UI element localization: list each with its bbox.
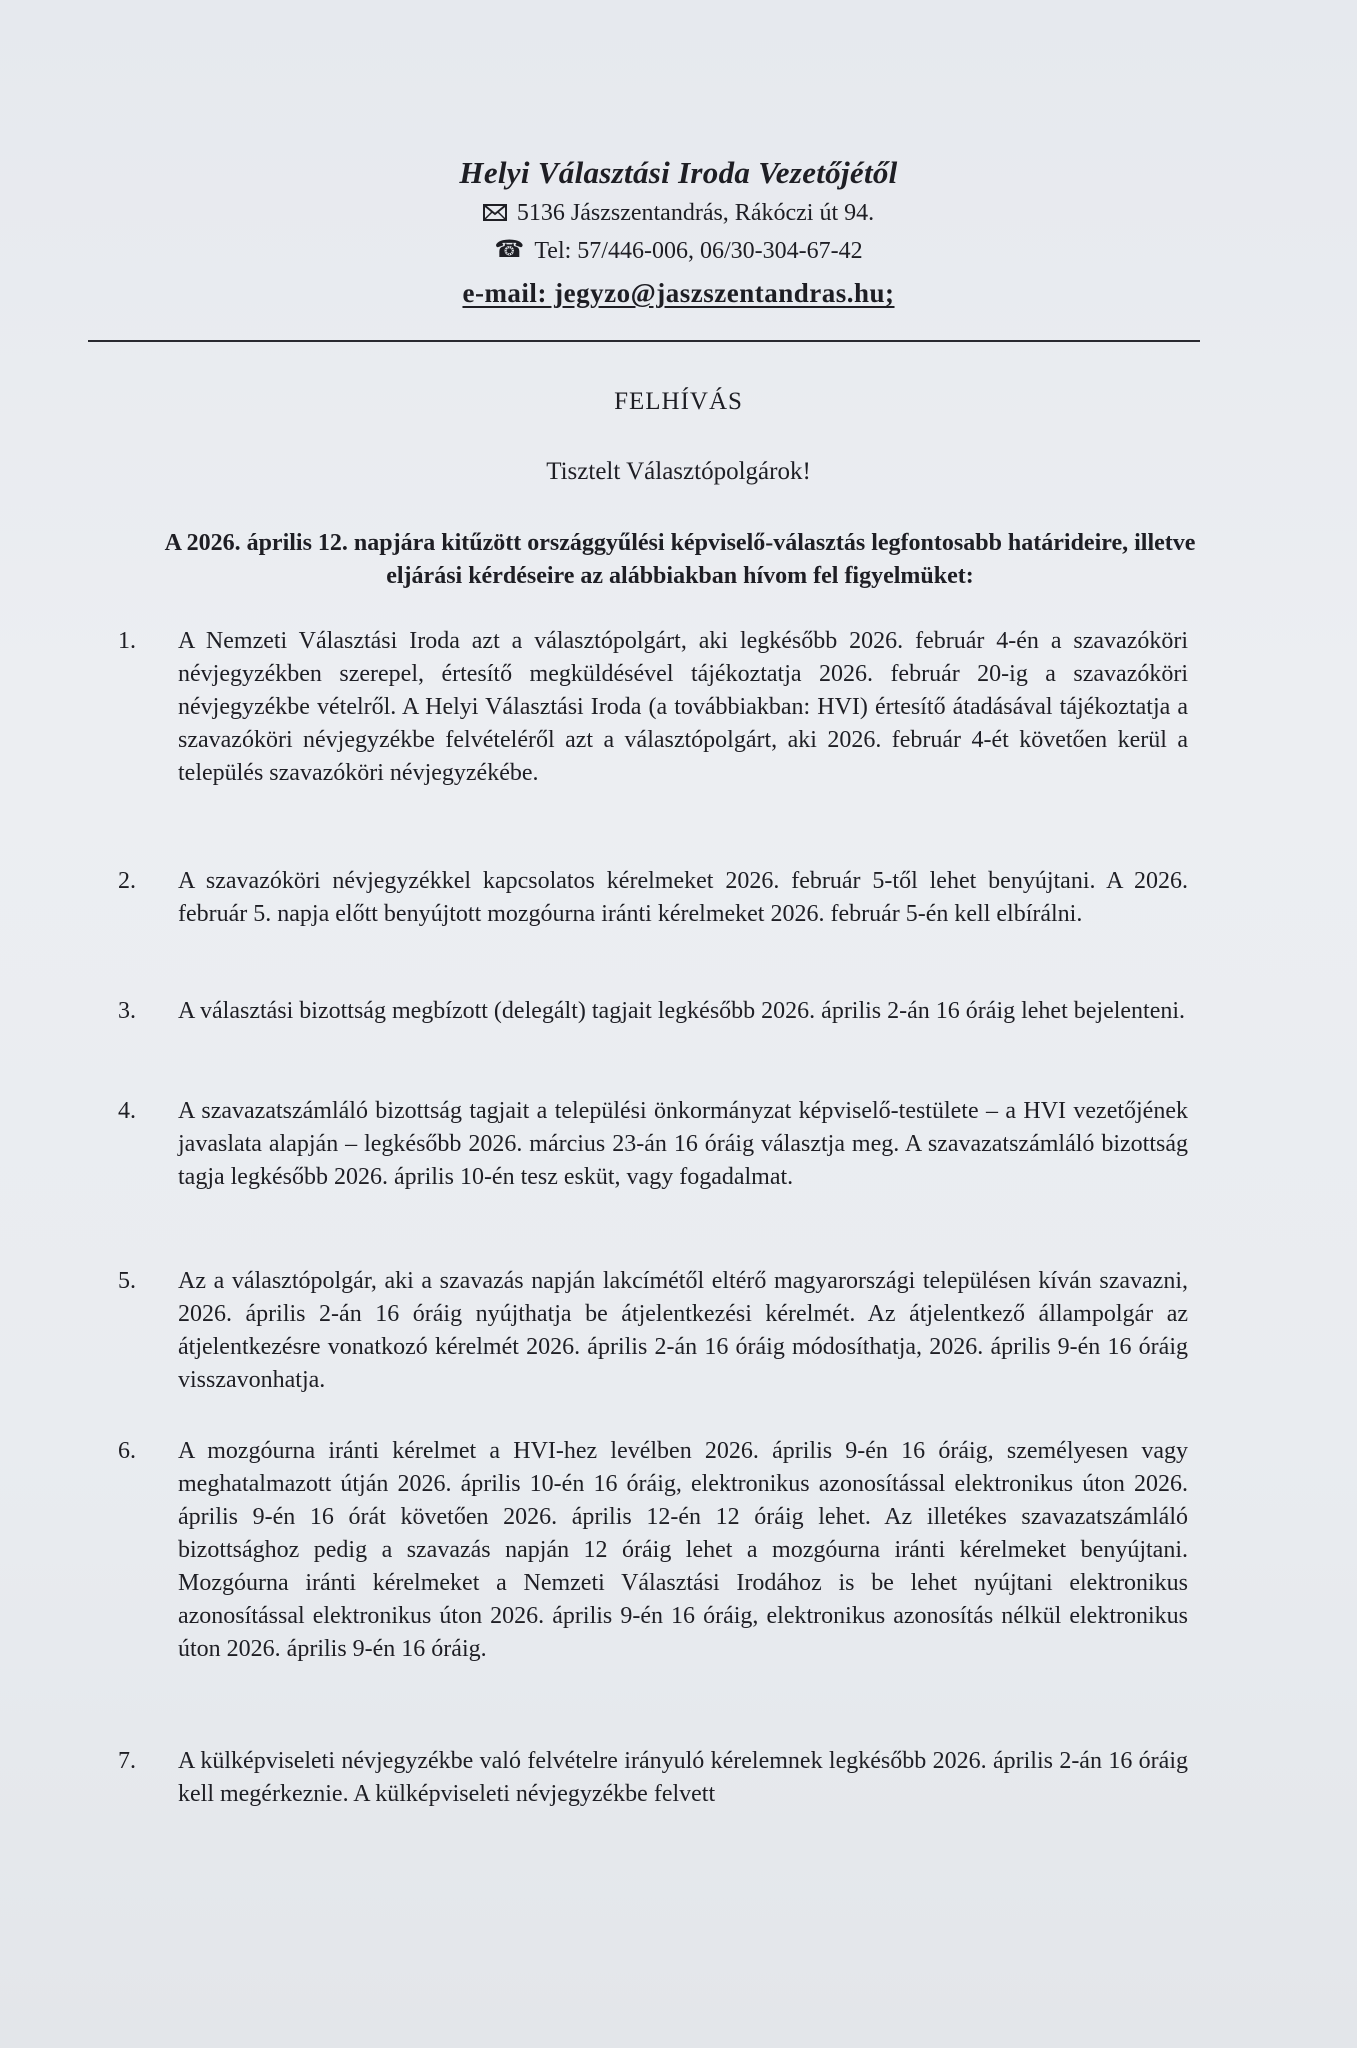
address-line <box>0 200 1357 227</box>
salutation: Tisztelt Választópolgárok! <box>546 458 811 485</box>
item-number: 2. <box>118 868 136 894</box>
item-text: Az a választópolgár, aki a szavazás napján lakcímétől eltérő magyarországi településen kíván szavazni, 2026. április 2-án 16 óráig nyújthatja be átjelentkezési kérelmét. Az átjelentkező állampolgár az átjelentkezésre vonatkozó kérelmét 2026. április 2-án 16 óráig módosíthatja, 2026. április 9-én 16 óráig visszavonhatja. <box>178 1268 1188 1393</box>
intro-paragraph: A 2026. április 12. napjára kitűzött országgyűlési képviselő-választás legfontosabb határideire, illetve eljárási kérdéseire az alábbiakban hívom fel figyelmüket: <box>164 530 1196 589</box>
phone-line <box>0 238 1357 265</box>
email-line <box>0 278 1357 309</box>
office-title: Helyi Választási Iroda Vezetőjétől <box>459 155 898 190</box>
address-text: 5136 Jászszentandrás, Rákóczi út 94. <box>516 200 875 226</box>
item-text: A Nemzeti Választási Iroda azt a választópolgárt, aki legkésőbb 2026. február 4-én a szavazóköri névjegyzékben szerepel, értesítő megküldésével tájékoztatja 2026. február 20-ig a szavazóköri névjegyzékbe vételről. A Helyi Választási Iroda (a továbbiakban: HVI) értesítő átadásával tájékoztatja a szavazóköri névjegyzékbe felvételéről azt a választópolgárt, aki 2026. február 4-ét követően kerül a település szavazóköri névjegyzékébe. <box>178 628 1188 786</box>
item-text: A mozgóurna iránti kérelmet a HVI-hez levélben 2026. április 9-én 16 óráig, személyesen vagy meghatalmazott útján 2026. április 10-én 16 óráig, elektronikus azonosítással elektronikus úton 2026. április 9-én 16 órát követően 2026. április 12-én 12 óráig lehet. Az illetékes szavazatszámláló bizottsághoz pedig a szavazás napján 12 óráig lehet a mozgóurna iránti kérelmeket benyújtani. Mozgóurna iránti kérelmeket a Nemzeti Választási Irodához is be lehet nyújtani elektronikus azonosítással elektronikus úton 2026. április 9-én 16 óráig, elektronikus azonosítás nélkül elektronikus úton 2026. április 9-én 16 óráig. <box>178 1438 1188 1662</box>
item-text: A szavazatszámláló bizottság tagjait a települési önkormányzat képviselő-testülete – a HVI vezetőjének javaslata alapján – legkésőbb 2026. március 23-án 16 óráig választja meg. A szavazatszámláló bizottság tagja legkésőbb 2026. április 10-én tesz esküt, vagy fogadalmat. <box>178 1098 1188 1190</box>
item-text: A külképviseleti névjegyzékbe való felvételre irányuló kérelemnek legkésőbb 2026. április 2-án 16 óráig kell megérkeznie. A külképviseleti névjegyzékbe felvett <box>178 1748 1188 1807</box>
item-number: 1. <box>118 628 136 654</box>
item-text: A szavazóköri névjegyzékkel kapcsolatos kérelmeket 2026. február 5-től lehet benyújtani. A 2026. február 5. napja előtt benyújtott mozgóurna iránti kérelmeket 2026. február 5-én kell elbírálni. <box>178 868 1188 927</box>
envelope-icon <box>483 204 507 221</box>
item-number: 3. <box>118 998 136 1024</box>
phone-icon: ☎ <box>494 237 525 264</box>
item-number: 5. <box>118 1268 136 1294</box>
header-divider <box>88 340 1200 342</box>
item-text: A választási bizottság megbízott (delegált) tagjait legkésőbb 2026. április 2-án 16 óráig lehet bejelenteni. <box>178 998 1186 1024</box>
item-number: 6. <box>118 1438 136 1464</box>
phone-text: Tel: 57/446-006, 06/30-304-67-42 <box>534 238 863 264</box>
notice-title: FELHÍVÁS <box>614 388 743 415</box>
item-number: 4. <box>118 1098 136 1124</box>
email-link[interactable]: e-mail: jegyzo@jaszszentandras.hu; <box>462 278 895 308</box>
item-number: 7. <box>118 1748 136 1774</box>
